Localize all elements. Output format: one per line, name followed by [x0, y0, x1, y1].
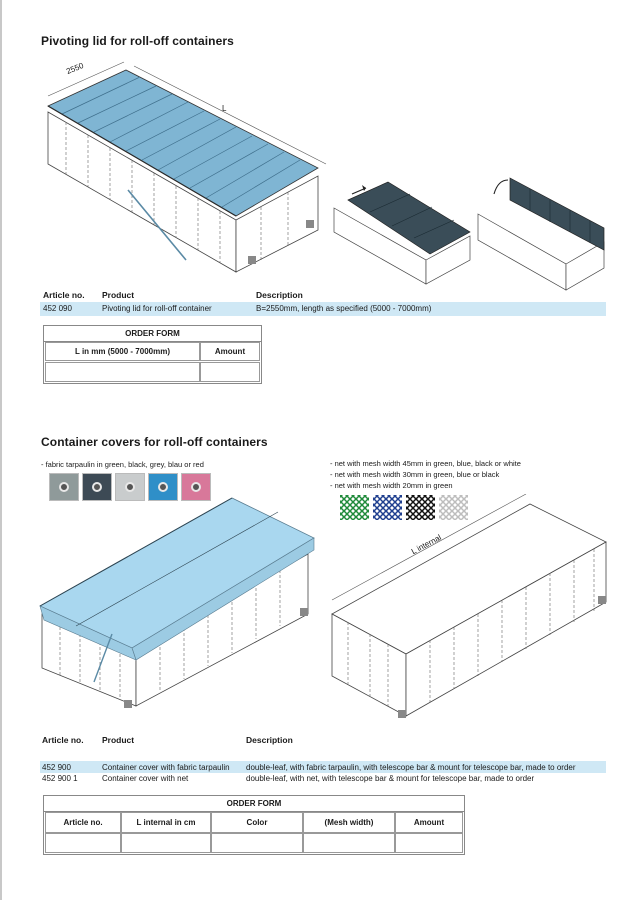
order-form-1-length-input[interactable]	[45, 362, 200, 382]
tarpaulin-note: - fabric tarpaulin in green, black, grey, blau or red	[41, 460, 204, 469]
order-form-2-color-input[interactable]	[211, 833, 303, 853]
net-note-30mm: - net with mesh width 30mm in green, blue or black	[330, 470, 500, 479]
section-title-pivoting-lid: Pivoting lid for roll-off containers	[41, 34, 234, 48]
order-form-2-amount-input[interactable]	[395, 833, 463, 853]
order-form-1-title: ORDER FORM	[44, 326, 261, 342]
table1-header-article: Article no.	[43, 290, 85, 300]
net-note-45mm: - net with mesh width 45mm in green, blue, black or white	[330, 459, 521, 468]
order-form-2-col-mesh: (Mesh width)	[303, 812, 395, 833]
order-form-2-col-amount: Amount	[395, 812, 463, 833]
order-form-2-mesh-input[interactable]	[303, 833, 395, 853]
net-note-20mm: - net with mesh width 20mm in green	[330, 481, 453, 490]
table2-row-1-article: 452 900	[42, 763, 71, 772]
open-container-net-illustration	[330, 494, 610, 724]
tarpaulin-cover-container-illustration	[36, 494, 326, 724]
order-form-2-article-input[interactable]	[45, 833, 121, 853]
lid-pivoted-illustration	[474, 170, 609, 295]
page-edge	[0, 0, 2, 900]
order-form-2-col-color: Color	[211, 812, 303, 833]
table2-header-product: Product	[102, 735, 135, 745]
table2-row-1-description: double-leaf, with fabric tarpaulin, with telescope bar & mount for telescope bar, made to order	[246, 763, 576, 772]
table2-row-2-product: Container cover with net	[102, 774, 189, 783]
order-form-1-col-amount: Amount	[200, 342, 260, 361]
table2-header-article: Article no.	[42, 735, 84, 745]
table1-row-article: 452 090	[43, 304, 72, 313]
dim-length-label: L	[222, 104, 227, 113]
table1-header-product: Product	[102, 290, 135, 300]
dim-l-internal-label: L internal	[409, 532, 443, 557]
order-form-2-title: ORDER FORM	[44, 796, 464, 812]
table2-row-1-product: Container cover with fabric tarpaulin	[102, 763, 230, 772]
dim-width-label: 2550	[64, 60, 85, 77]
table2-row-2-description: double-leaf, with net, with telescope bar & mount for telescope bar, made to order	[246, 774, 535, 783]
table1-header-description: Description	[256, 290, 303, 300]
order-form-2-length-input[interactable]	[121, 833, 211, 853]
section-title-container-covers: Container covers for roll-off containers	[41, 435, 268, 449]
table1-row-product: Pivoting lid for roll-off container	[102, 304, 212, 313]
table2-row-2-article: 452 900 1	[42, 774, 78, 783]
order-form-1-amount-input[interactable]	[200, 362, 260, 382]
order-form-2-col-article: Article no.	[45, 812, 121, 833]
order-form-2-col-length: L internal in cm	[121, 812, 211, 833]
order-form-1-col-length: L in mm (5000 - 7000mm)	[45, 342, 200, 361]
table1-row-description: B=2550mm, length as specified (5000 - 7000mm)	[256, 304, 432, 313]
pivoting-lid-container-illustration	[36, 60, 336, 282]
lid-sliding-illustration	[330, 180, 475, 288]
table2-header-description: Description	[246, 735, 293, 745]
